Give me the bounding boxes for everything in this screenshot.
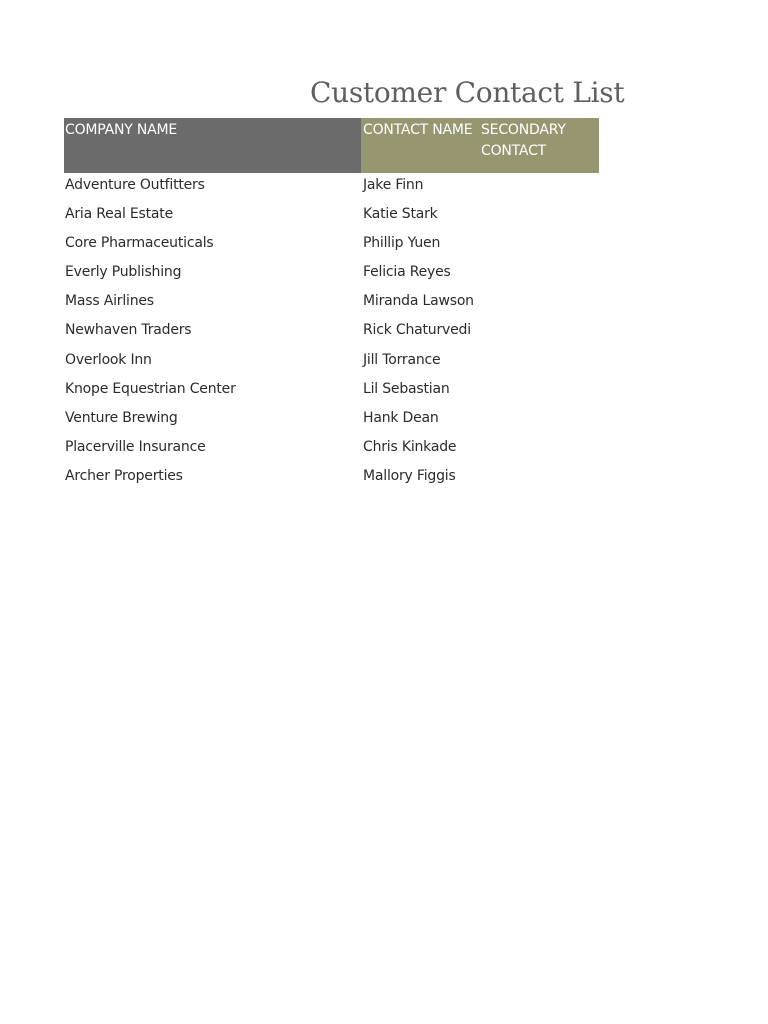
company-cell[interactable]: Mass Airlines xyxy=(65,293,154,310)
contact-cell[interactable]: Rick Chaturvedi xyxy=(363,322,471,339)
company-cell[interactable]: Newhaven Traders xyxy=(65,322,192,339)
contact-cell[interactable]: Phillip Yuen xyxy=(363,235,441,252)
contact-cell[interactable]: Felicia Reyes xyxy=(363,264,451,281)
contact-cell[interactable]: Jill Torrance xyxy=(363,351,441,368)
table-row[interactable] xyxy=(64,233,599,262)
company-cell[interactable]: Archer Properties xyxy=(65,467,183,484)
table-row[interactable] xyxy=(64,350,599,379)
table-row[interactable] xyxy=(64,320,599,349)
table-row[interactable] xyxy=(64,466,599,495)
page-title: Customer Contact List xyxy=(310,76,625,109)
company-cell[interactable]: Everly Publishing xyxy=(65,264,182,281)
column-header-contact[interactable]: CONTACT NAME xyxy=(361,118,479,173)
contact-cell[interactable]: Lil Sebastian xyxy=(363,380,450,397)
table-body xyxy=(64,175,599,495)
contact-cell[interactable]: Chris Kinkade xyxy=(363,438,457,455)
column-header-company[interactable]: COMPANY NAME xyxy=(64,118,361,173)
table-row[interactable] xyxy=(64,175,599,204)
contact-cell[interactable]: Katie Stark xyxy=(363,206,438,223)
company-cell[interactable]: Knope Equestrian Center xyxy=(65,380,236,397)
company-cell[interactable]: Placerville Insurance xyxy=(65,438,206,455)
table-row[interactable] xyxy=(64,204,599,233)
company-cell[interactable]: Overlook Inn xyxy=(65,351,152,368)
company-cell[interactable]: Adventure Outfitters xyxy=(65,177,205,193)
contact-cell[interactable]: Mallory Figgis xyxy=(363,467,456,484)
table-row[interactable] xyxy=(64,379,599,408)
company-cell[interactable]: Core Pharmaceuticals xyxy=(65,235,214,252)
contact-cell[interactable]: Miranda Lawson xyxy=(363,293,474,310)
company-cell[interactable]: Venture Brewing xyxy=(65,409,178,426)
table-row[interactable] xyxy=(64,408,599,437)
contact-cell[interactable]: Hank Dean xyxy=(363,409,439,426)
company-cell[interactable]: Aria Real Estate xyxy=(65,206,173,223)
table-row[interactable] xyxy=(64,437,599,466)
column-header-secondary[interactable]: SECONDARY CONTACT xyxy=(479,118,599,173)
table-row[interactable] xyxy=(64,262,599,291)
table-header xyxy=(64,118,599,173)
table-row[interactable] xyxy=(64,291,599,320)
contact-cell[interactable]: Jake Finn xyxy=(363,177,424,193)
